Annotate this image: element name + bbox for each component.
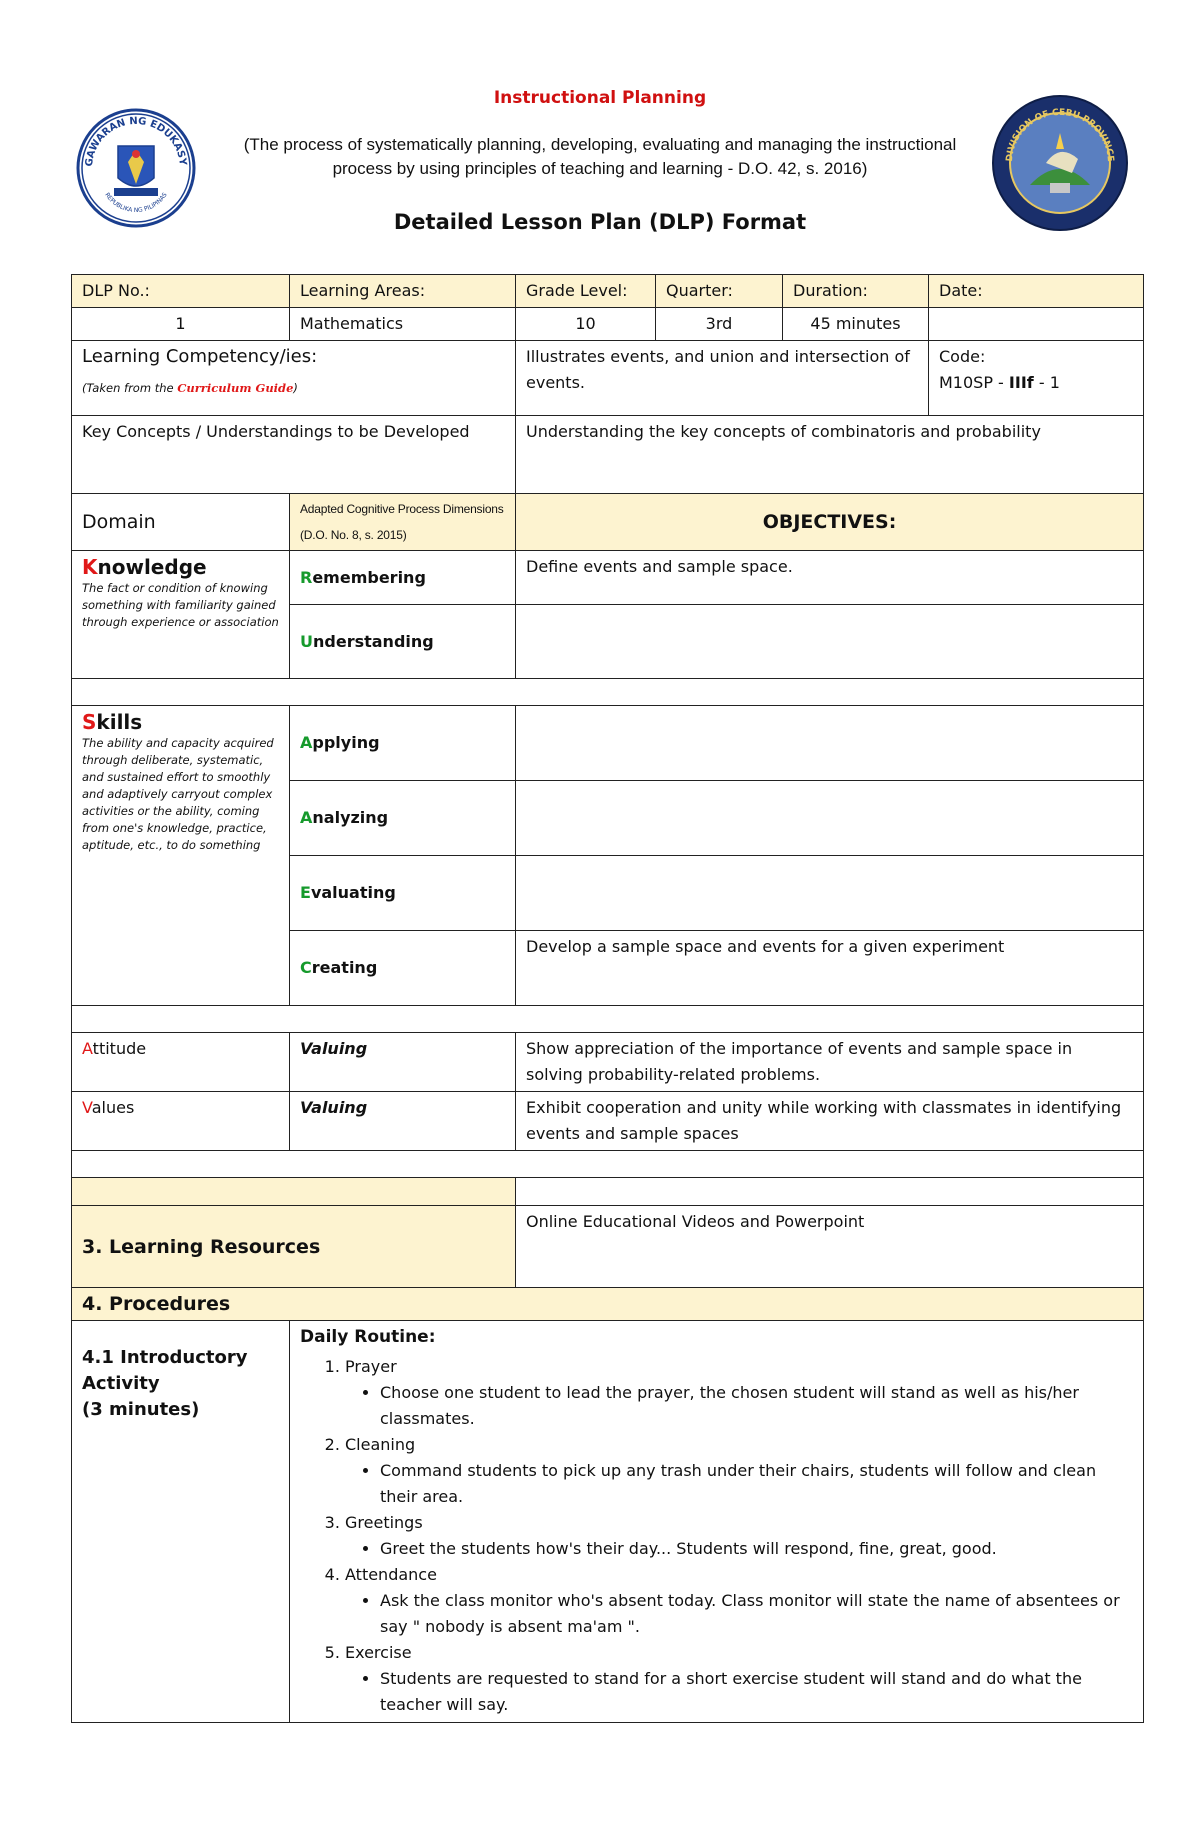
- objective-evaluating: [516, 856, 1144, 931]
- skills-heading: Skills: [82, 710, 143, 734]
- objective-analyzing: [516, 781, 1144, 856]
- process-creating: Creating: [290, 931, 516, 1006]
- values-row: [72, 1092, 1144, 1151]
- competency-row: [72, 341, 1144, 416]
- key-concepts-row: [72, 416, 1144, 494]
- skills-row-applying: [72, 706, 1144, 781]
- process-understanding: Understanding: [290, 605, 516, 679]
- quarter-value: 3rd: [656, 308, 783, 341]
- process-analyzing: Analyzing: [290, 781, 516, 856]
- deped-seal-logo: [74, 106, 198, 234]
- process-applying: Applying: [290, 706, 516, 781]
- knowledge-description: The fact or condition of knowing something with familiarity gained through experience or association: [82, 581, 279, 629]
- quarter-label: Quarter:: [656, 275, 783, 308]
- resources-top-row: [72, 1178, 1144, 1206]
- page-title: Instructional Planning: [493, 88, 707, 108]
- daily-routine-cell: [290, 1321, 1144, 1723]
- values-process: Valuing: [290, 1092, 516, 1151]
- attitude-row: [72, 1033, 1144, 1092]
- routine-item-prayer: 1. Prayer • Choose one student to lead the prayer, the chosen student will stand as well as his/her classmates.: [345, 1354, 1133, 1432]
- code-label: Code:: [939, 347, 986, 366]
- procedures-label: 4. Procedures: [72, 1288, 1144, 1321]
- process-remembering: Remembering: [290, 551, 516, 605]
- daily-routine-title: Daily Routine:: [300, 1327, 436, 1347]
- objective-creating: Develop a sample space and events for a given experiment: [516, 931, 1144, 1006]
- introductory-activity-label: 4.1 Introductory Activity (3 minutes): [72, 1321, 290, 1723]
- spacer-row: [72, 1006, 1144, 1033]
- skills-domain-cell: [72, 706, 290, 1006]
- knowledge-heading: Knowledge: [82, 555, 207, 579]
- competency-label: Learning Competency/ies:: [82, 346, 318, 367]
- page-subtitle: (The process of systematically planning, developing, evaluating and managing the instructional process by using principles of teaching and learning - D.O. 42, s. 2016): [243, 135, 957, 178]
- procedures-header-row: [72, 1288, 1144, 1321]
- routine-list: [300, 1354, 1133, 1718]
- domain-header-row: [72, 494, 1144, 551]
- routine-detail: • Students are requested to stand for a short exercise student will stand and do what the teacher will say.: [380, 1666, 1133, 1718]
- objective-applying: [516, 706, 1144, 781]
- values-domain: Values: [72, 1092, 290, 1151]
- introductory-activity-row: [72, 1321, 1144, 1723]
- spacer-row: [72, 1151, 1144, 1178]
- knowledge-row-remembering: [72, 551, 1144, 605]
- competency-note: (Taken from the Curriculum Guide): [82, 381, 298, 395]
- duration-label: Duration:: [783, 275, 929, 308]
- routine-detail: • Choose one student to lead the prayer, the chosen student will stand as well as his/her classmates.: [380, 1380, 1133, 1432]
- learning-areas-label: Learning Areas:: [290, 275, 516, 308]
- info-label-row: [72, 275, 1144, 308]
- attitude-process: Valuing: [290, 1033, 516, 1092]
- routine-item-greetings: 3. Greetings • Greet the students how's their day... Students will respond, fine, great, good.: [345, 1510, 1133, 1562]
- duration-value: 45 minutes: [783, 308, 929, 341]
- learning-areas-value: Mathematics: [290, 308, 516, 341]
- objective-understanding: [516, 605, 1144, 679]
- grade-level-value: 10: [516, 308, 656, 341]
- format-title: Detailed Lesson Plan (DLP) Format: [393, 210, 807, 234]
- date-value: [929, 308, 1144, 341]
- resources-text: Online Educational Videos and Powerpoint: [516, 1206, 1144, 1288]
- routine-detail: • Greet the students how's their day... Students will respond, fine, great, good.: [380, 1536, 1133, 1562]
- resources-row: [72, 1206, 1144, 1288]
- dlp-no-value: 1: [72, 308, 290, 341]
- competency-label-cell: [72, 341, 516, 416]
- acp-label: Adapted Cognitive Process Dimensions (D.O. No. 8, s. 2015): [290, 494, 516, 551]
- spacer-row: [72, 679, 1144, 706]
- svg-text:REPUBLIKA NG PILIPINAS: REPUBLIKA NG PILIPINAS: [103, 191, 169, 215]
- dlp-no-label: DLP No.:: [72, 275, 290, 308]
- key-concepts-text: Understanding the key concepts of combinatoris and probability: [516, 416, 1144, 494]
- routine-item-exercise: 5. Exercise • Students are requested to stand for a short exercise student will stand and do what the teacher will say.: [345, 1640, 1133, 1718]
- division-seal-logo: [990, 93, 1130, 237]
- routine-item-attendance: 4. Attendance • Ask the class monitor who's absent today. Class monitor will state the name of absentees or say " nobody is absent ma'am ".: [345, 1562, 1133, 1640]
- domain-label: Domain: [72, 494, 290, 551]
- competency-code-cell: [929, 341, 1144, 416]
- objectives-label: OBJECTIVES:: [516, 494, 1144, 551]
- key-concepts-label: Key Concepts / Understandings to be Developed: [72, 416, 516, 494]
- competency-text: Illustrates events, and union and intersection of events.: [516, 341, 929, 416]
- dlp-table: [71, 274, 1144, 1723]
- svg-text:DIVISION OF CEBU PROVINCE: DIVISION OF CEBU PROVINCE: [1004, 107, 1116, 163]
- attitude-domain: Attitude: [72, 1033, 290, 1092]
- knowledge-domain-cell: [72, 551, 290, 679]
- attitude-objective: Show appreciation of the importance of events and sample space in solving probability-related problems.: [516, 1033, 1144, 1092]
- objective-remembering: Define events and sample space.: [516, 551, 1144, 605]
- routine-item-cleaning: 2. Cleaning • Command students to pick up any trash under their chairs, students will follow and clean their area.: [345, 1432, 1133, 1510]
- routine-detail: • Ask the class monitor who's absent today. Class monitor will state the name of absentees or say " nobody is absent ma'am ".: [380, 1588, 1133, 1640]
- info-value-row: [72, 308, 1144, 341]
- resources-label: 3. Learning Resources: [72, 1206, 516, 1288]
- values-objective: Exhibit cooperation and unity while working with classmates in identifying events and sample spaces: [516, 1092, 1144, 1151]
- process-evaluating: Evaluating: [290, 856, 516, 931]
- grade-level-label: Grade Level:: [516, 275, 656, 308]
- date-label: Date:: [929, 275, 1144, 308]
- code-value: M10SP - IIIf - 1: [939, 373, 1060, 392]
- skills-description: The ability and capacity acquired through deliberate, systematic, and sustained effort to smoothly and adaptively carryout complex activities or the ability, coming from one's knowledge, practice, aptitude, etc., to do something: [82, 736, 274, 852]
- routine-detail: • Command students to pick up any trash under their chairs, students will follow and clean their area.: [380, 1458, 1133, 1510]
- svg-text:KAGAWARAN NG EDUKASYON: GAWARAN NG EDUKASY: [83, 115, 188, 168]
